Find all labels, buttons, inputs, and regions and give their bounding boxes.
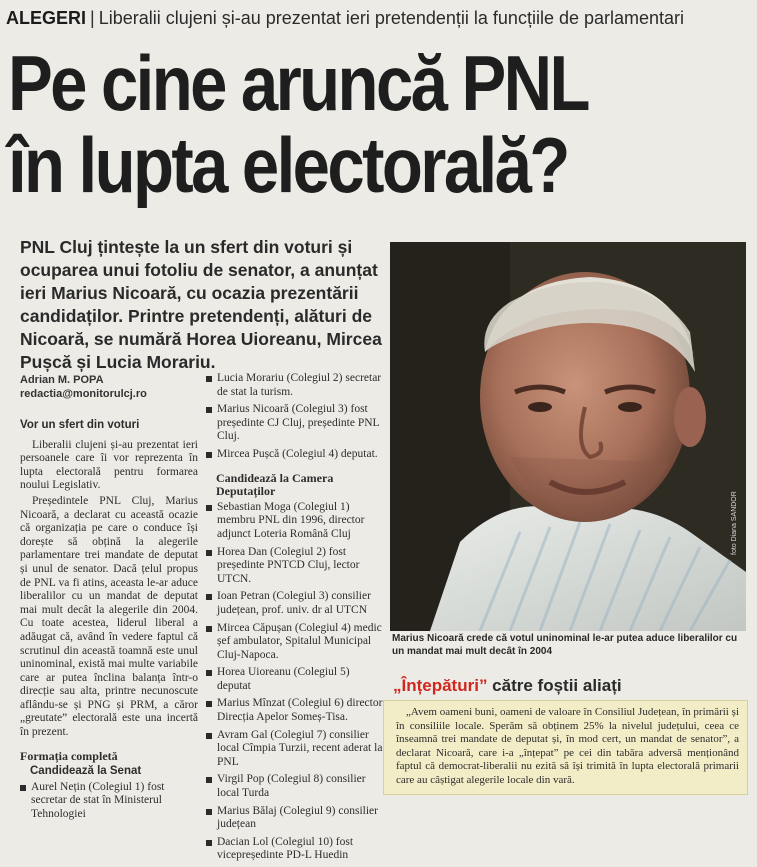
list-item: Horea Dan (Colegiul 2) fost președinte PNTCD Cluj, lector UTCN. [206,546,384,587]
list-item: Sebastian Moga (Colegiul 1) membru PNL din 1996, director adjunct Loteria Română Cluj [206,501,384,542]
portrait-photo [390,242,746,631]
list-item: Virgil Pop (Colegiul 8) consilier local Turda [206,773,384,800]
headline-line-2: în lupta electorală? [8,121,568,209]
list-item: Marius Nicoară (Colegiul 3) fost președinte CJ Cluj, președinte PNL Cluj. [206,403,384,444]
section-kicker [6,6,751,30]
sidebar-box-title [393,675,747,697]
list-item: Dacian Lol (Colegiul 10) fost vicepreședinte PD-L Huedin [206,836,384,863]
subhead-chamber: Candidează la Camera Deputaților [216,470,334,499]
list-item: Avram Gal (Colegiul 7) consilier local Cîmpia Turzii, recent aderat la PNL [206,729,384,770]
senate-candidates-list-cont [206,372,384,462]
article-column-1 [20,413,198,826]
portrait-illustration [390,242,746,631]
paragraph-1: Liberalii clujeni și-au prezentat ieri persoanele care îi vor reprezenta în lupta electorală pentru formarea noului Legislativ. [20,438,198,492]
list-item: Lucia Morariu (Colegiul 2) secretar de stat la turism. [206,372,384,399]
list-item: Aurel Nețin (Colegiul 1) fost secretar de stat în Ministerul Tehnologiei [20,781,198,822]
photo-caption: Marius Nicoară crede că votul uninominal le-ar putea aduce liberalilor cu un mandat mai mult decât în 2004 [392,633,738,657]
kicker-text: Liberalii clujeni și-au prezentat ieri pretendenții la funcțiile de parlamentari [98,8,685,28]
quote-box [383,700,748,795]
kicker-separator: | [90,8,95,28]
article-headline [8,39,649,209]
list-item: Mircea Căpușan (Colegiul 4) medic șef ambulator, Spitalul Municipal Cluj-Napoca. [206,622,384,663]
author-name: Adrian M. POPA [20,374,104,386]
list-item: Marius Bălaj (Colegiul 9) consilier județean [206,805,384,832]
subhead-votes: Vor un sfert din voturi [20,419,140,431]
quote-text: „Avem oameni buni, oameni de valoare în Consiliul Județean, în primării și în consiliile locale. Sperăm să obținem 25% la nivelul județului, ceea ce înseamnă trei mandate de deputat și, în mod cert, un mandat de senator”, a declarat Nicoară, care i-a „înțepat” pe cei din tabăra adversă menționând faptul că democrat-liberalii nu ezită să își trimită în lupta electorală primarii care au câștigat alegerile locale din vară. [396,706,739,786]
paragraph-2: Președintele PNL Cluj, Marius Nicoară, a declarat cu această ocazie că organizația pe care o conduce își dorește să obțină la alegerile parlamentare trei mandate de deputat și unul de senator. Dacă țelul propus de PNL va fi atins, aceasta le-ar aduce liberalilor cu un mandat de deputat mai mult decât la alegerile din 2004. Cu toate acestea, liderul liberal a adăugat că, având în vedere faptul că scrutinul din această toamnă este unul uninominal, există mai multe variabile care ar putea înclina balanța într-o direcție sau alta, printre necunoscute aflându-se și PNG și PRM, a căror „greutate” electorală este una incertă în prezent. [20,494,198,739]
list-item: Mircea Pușcă (Colegiul 4) deputat. [206,448,384,462]
box-title-rest: către foștii aliați [487,676,622,695]
photo-credit: foto Diana SANDOR [731,491,738,555]
senate-candidates-list [20,781,198,822]
chamber-candidates-list [206,501,384,863]
list-item: Ioan Petran (Colegiul 3) consilier județean, prof. univ. dr al UTCN [206,590,384,617]
subhead-full-lineup: Formația completă [20,748,118,763]
headline-line-1: Pe cine aruncă PNL [8,39,588,127]
author-email[interactable]: redactia@monitorulcj.ro [20,388,147,400]
list-item: Horea Uioreanu (Colegiul 5) deputat [206,666,384,693]
article-column-2 [206,372,384,867]
article-lead: PNL Cluj țintește la un sfert din voturi și ocuparea unui fotoliu de senator, a anunțat ieri Marius Nicoară, cu ocazia prezentării candidaților. Printre pretendenți, alături de Nicoară, se numără Horea Uioreanu, Mircea Pușcă și Lucia Morariu. [20,237,382,372]
subhead-senate: Candidează la Senat [30,765,142,778]
byline [20,373,195,401]
box-title-highlight: „Înțepături” [393,676,488,695]
list-item: Marius Mînzat (Colegiul 6) director Direcția Apelor Someș-Tisa. [206,697,384,724]
section-tag: ALEGERI [6,8,87,28]
